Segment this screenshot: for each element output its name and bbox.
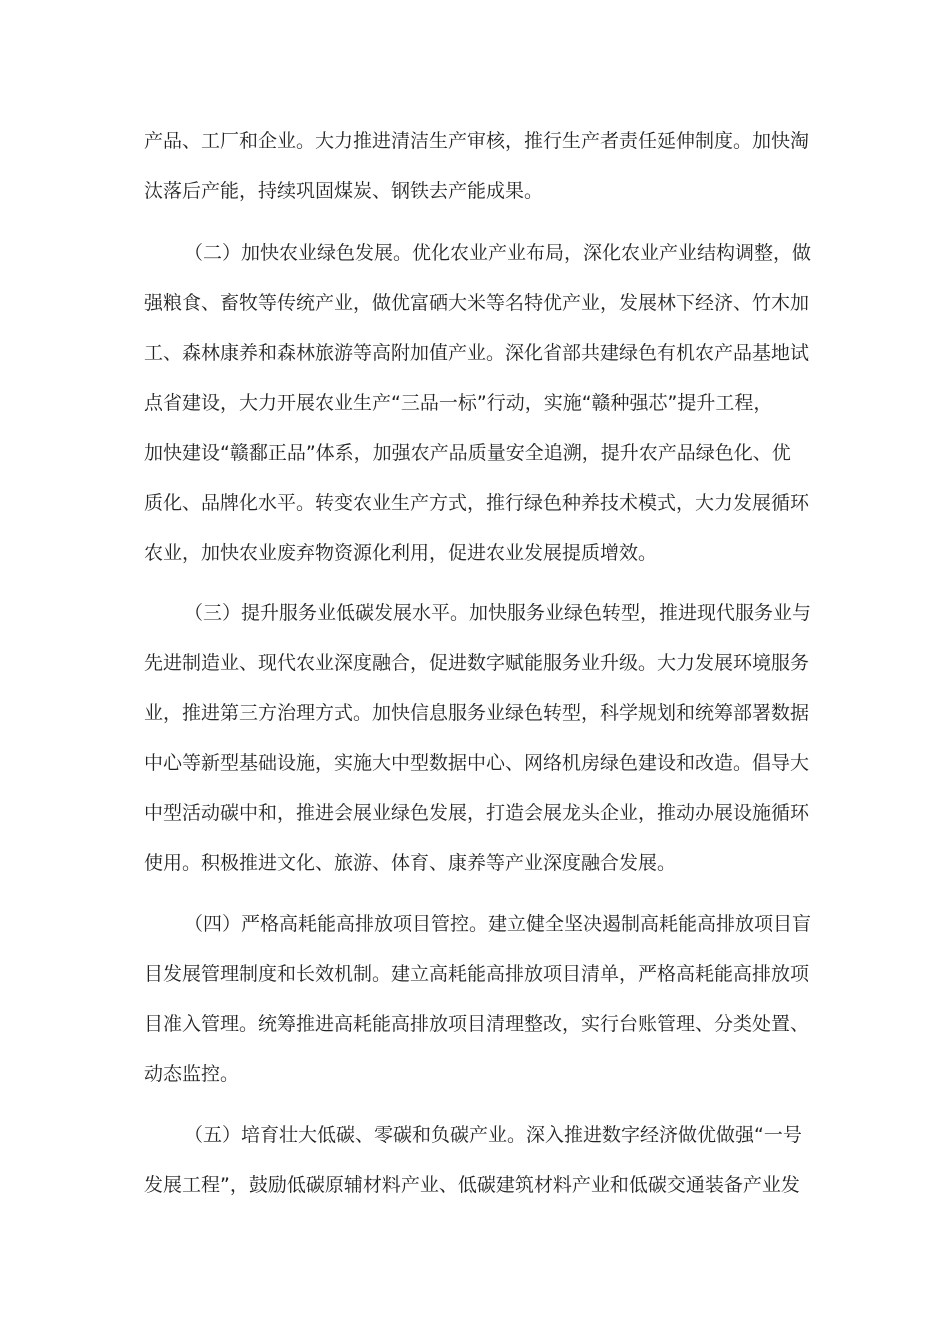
text-line: 动态监控。 <box>144 1063 240 1085</box>
text-line: （四）严格高耗能高排放项目管控。建立健全坚决遏制高耗能高排放项目盲 <box>184 913 812 935</box>
text-line: 发展工程”，鼓励低碳原辅材料产业、低碳建筑材料产业和低碳交通装备产业发 <box>144 1174 800 1196</box>
text-line: 目发展管理制度和长效机制。建立高耗能高排放项目清单，严格高耗能高排放项 <box>144 963 810 985</box>
text-line: 工、森林康养和森林旅游等高附加值产业。深化省部共建绿色有机农产品基地试 <box>144 342 810 364</box>
text-line: 业，推进第三方治理方式。加快信息服务业绿色转型，科学规划和统筹部署数据 <box>144 702 810 724</box>
text-line: 汰落后产能，持续巩固煤炭、钢铁去产能成果。 <box>144 180 544 202</box>
text-line: 中型活动碳中和，推进会展业绿色发展，打造会展龙头企业，推动办展设施循环 <box>144 802 810 824</box>
text-line: 强粮食、畜牧等传统产业，做优富硒大米等名特优产业，发展林下经济、竹木加 <box>144 292 810 314</box>
text-line: 目准入管理。统筹推进高耗能高排放项目清理整改，实行台账管理、分类处置、 <box>144 1013 810 1035</box>
text-line: 质化、品牌化水平。转变农业生产方式，推行绿色种养技术模式，大力发展循环 <box>144 492 810 514</box>
text-line: （三）提升服务业低碳发展水平。加快服务业绿色转型，推进现代服务业与 <box>184 602 812 624</box>
text-line: （五）培育壮大低碳、零碳和负碳产业。深入推进数字经济做优做强“一号 <box>184 1124 802 1146</box>
text-line: 点省建设，大力开展农业生产“三品一标”行动，实施“赣种强芯”提升工程， <box>144 392 773 414</box>
text-line: 先进制造业、现代农业深度融合，促进数字赋能服务业升级。大力发展环境服务 <box>144 652 810 674</box>
text-line: 使用。积极推进文化、旅游、体育、康养等产业深度融合发展。 <box>144 852 677 874</box>
text-line: 农业，加快农业废弃物资源化利用，促进农业发展提质增效。 <box>144 542 658 564</box>
text-line: 产品、工厂和企业。大力推进清洁生产审核，推行生产者责任延伸制度。加快淘 <box>144 130 810 152</box>
text-line: 加快建设“赣鄱正品”体系，加强农产品质量安全追溯，提升农产品绿色化、优 <box>144 442 791 464</box>
text-line: 中心等新型基础设施，实施大中型数据中心、网络机房绿色建设和改造。倡导大 <box>144 752 810 774</box>
text-line: （二）加快农业绿色发展。优化农业产业布局，深化农业产业结构调整，做 <box>184 242 812 264</box>
